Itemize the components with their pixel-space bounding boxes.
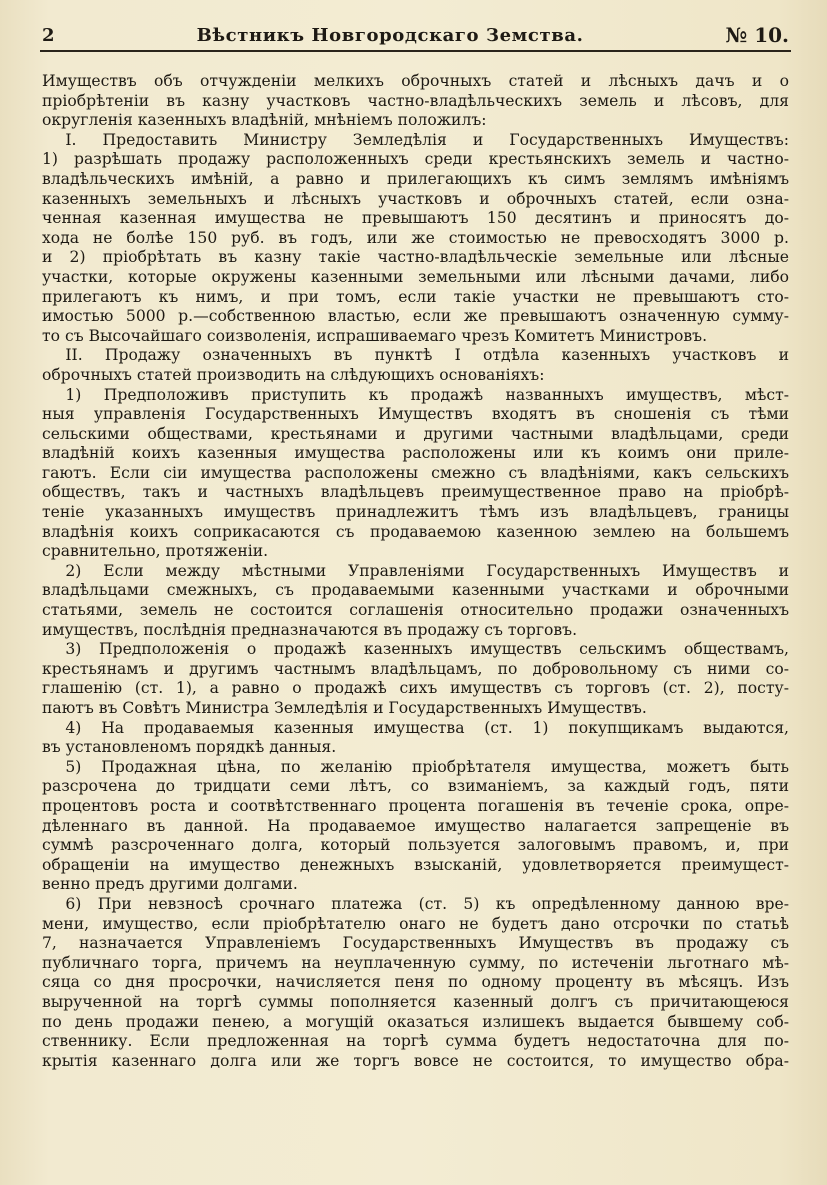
text-line: и 2) пріобрѣтать въ казну такіе частно-владѣльческіе земельные или лѣсные [42,248,789,267]
text-line: владѣльцами смежныхъ, съ продаваемыми казенными участками и оброчными [42,581,789,600]
text-line: сяца со дня просрочки, начисляется пеня по одному проценту въ мѣсяцъ. Изъ [42,973,789,992]
text-line: теніе указанныхъ имуществъ принадлежитъ тѣмъ изъ владѣльцевъ, границы [42,503,789,522]
text-line: 6) При невзносѣ срочнаго платежа (ст. 5) къ опредѣленному данною вре- [42,894,789,913]
text-line: прилегаютъ къ нимъ, и при томъ, если такіе участки не превышаютъ сто- [42,287,789,306]
text-line: по день продажи пенею, а могущій оказаться излишекъ выдается бывшему соб- [42,1012,789,1031]
text-line: 1) разрѣшать продажу расположенныхъ среди крестьянскихъ земель и частно- [42,150,789,169]
text-line: владѣльческихъ имѣній, а равно и прилегающихъ къ симъ землямъ имѣніямъ [42,169,789,188]
text-line: крытія казеннаго долга или же торгъ вовсе не состоится, то имущество обра- [42,1051,789,1070]
body-text [42,72,789,1071]
text-line: ственнику. Если предложенная на торгѣ сумма будетъ недостаточна для по- [42,1032,789,1051]
text-line: владѣнія коихъ соприкасаются съ продаваемою казенною землею на большемъ [42,522,789,541]
journal-title: Вѣстникъ Новгородскаго Земства. [196,24,584,46]
text-line: обществъ, такъ и частныхъ владѣльцевъ преимущественное право на пріобрѣ- [42,483,789,502]
text-line: Имуществъ объ отчужденіи мелкихъ оброчныхъ статей и лѣсныхъ дачъ и о [42,72,789,90]
text-line: ныя управленія Государственныхъ Имуществъ входятъ въ сношенія съ тѣми [42,405,789,424]
text-line: имуществъ, послѣднія предназначаются въ продажу съ торговъ. [42,620,578,639]
text-line: сравнительно, протяженіи. [42,542,269,561]
text-line: округленія казенныхъ владѣній, мнѣніемъ положилъ: [42,111,487,130]
text-line: разсрочена до тридцати семи лѣтъ, со взиманіемъ, за каждый годъ, пяти [42,777,789,796]
page-number: 2 [42,24,55,46]
text-line: 5) Продажная цѣна, по желанію пріобрѣтателя имущества, можетъ быть [42,757,789,776]
text-line: обращеніи на имущество денежныхъ взысканій, удовлетворяется преимущест- [42,855,789,874]
text-line: дѣленнаго въ данной. На продаваемое имущество налагается запрещеніе въ [42,816,789,835]
text-line: участки, которые окружены казенными земельными или лѣсными дачами, либо [42,267,789,286]
text-line: владѣній коихъ казенныя имущества расположены или къ коимъ они приле- [42,444,789,463]
issue-number: № 10. [725,23,789,47]
text-line: ченная казенная имущества не превышаютъ 150 десятинъ и приносятъ до- [42,209,789,228]
text-line: статьями, земель не состоится соглашенія относительно продажи означенныхъ [42,601,789,620]
text-line: мени, имущество, если пріобрѣтателю онаго не будетъ дано отсрочки по статьѣ [42,914,789,933]
text-line: 7, назначается Управленіемъ Государственныхъ Имуществъ въ продажу съ [42,934,789,953]
text-line: 1) Предположивъ приступить къ продажѣ названныхъ имуществъ, мѣст- [42,385,789,404]
text-line: оброчныхъ статей производить на слѣдующихъ основаніяхъ: [42,365,545,384]
text-line: казенныхъ земельныхъ и лѣсныхъ участковъ и оброчныхъ статей, если озна- [42,189,789,208]
text-line: суммѣ разсроченнаго долга, который пользуется залоговымъ правомъ, и, при [42,836,789,855]
text-line: I. Предоставить Министру Земледѣлія и Государственныхъ Имуществъ: [42,130,789,149]
text-line: то съ Высочайшаго соизволенія, испрашиваемаго чрезъ Комитетъ Министровъ. [42,326,708,345]
text-line: публичнаго торга, причемъ на неуплаченную сумму, по истеченіи льготнаго мѣ- [42,953,789,972]
text-line: въ установленомъ порядкѣ данныя. [42,738,337,757]
text-line: хода не болѣе 150 руб. въ годъ, или же стоимостью не превосходятъ 3000 р. [42,228,789,247]
text-line: 4) На продаваемыя казенныя имущества (ст. 1) покупщикамъ выдаются, [42,718,789,737]
text-line: глашенію (ст. 1), а равно о продажѣ сихъ имуществъ съ торговъ (ст. 2), посту- [42,679,789,698]
text-line: венно предъ другими долгами. [42,875,298,894]
text-line: имостью 5000 р.—собственною властью, если же превышаютъ означенную сумму- [42,307,789,326]
text-line: 3) Предположенія о продажѣ казенныхъ имуществъ сельскимъ обществамъ, [42,640,789,659]
text-line: крестьянамъ и другимъ частнымъ владѣльцамъ, по добровольному съ ними со- [42,659,789,678]
text-line: процентовъ роста и соотвѣтственнаго процента погашенія въ теченіе срока, опре- [42,796,789,815]
text-line: гаютъ. Если сіи имущества расположены смежно съ владѣніями, какъ сельскихъ [42,463,789,482]
text-line: пріобрѣтеніи въ казну участковъ частно-владѣльческихъ земель и лѣсовъ, для [42,91,789,110]
text-line: сельскими обществами, крестьянами и другими частными владѣльцами, среди [42,424,789,443]
text-line: II. Продажу означенныхъ въ пунктѣ I отдѣла казенныхъ участковъ и [42,346,789,365]
running-header [42,20,789,50]
text-line: 2) Если между мѣстными Управленіями Государственныхъ Имуществъ и [42,561,789,580]
text-line: паютъ въ Совѣтъ Министра Земледѣлія и Государственныхъ Имуществъ. [42,699,647,717]
text-line: вырученной на торгѣ суммы пополняется казенный долгъ съ причитающеюся [42,992,789,1011]
header-rule [40,50,791,52]
